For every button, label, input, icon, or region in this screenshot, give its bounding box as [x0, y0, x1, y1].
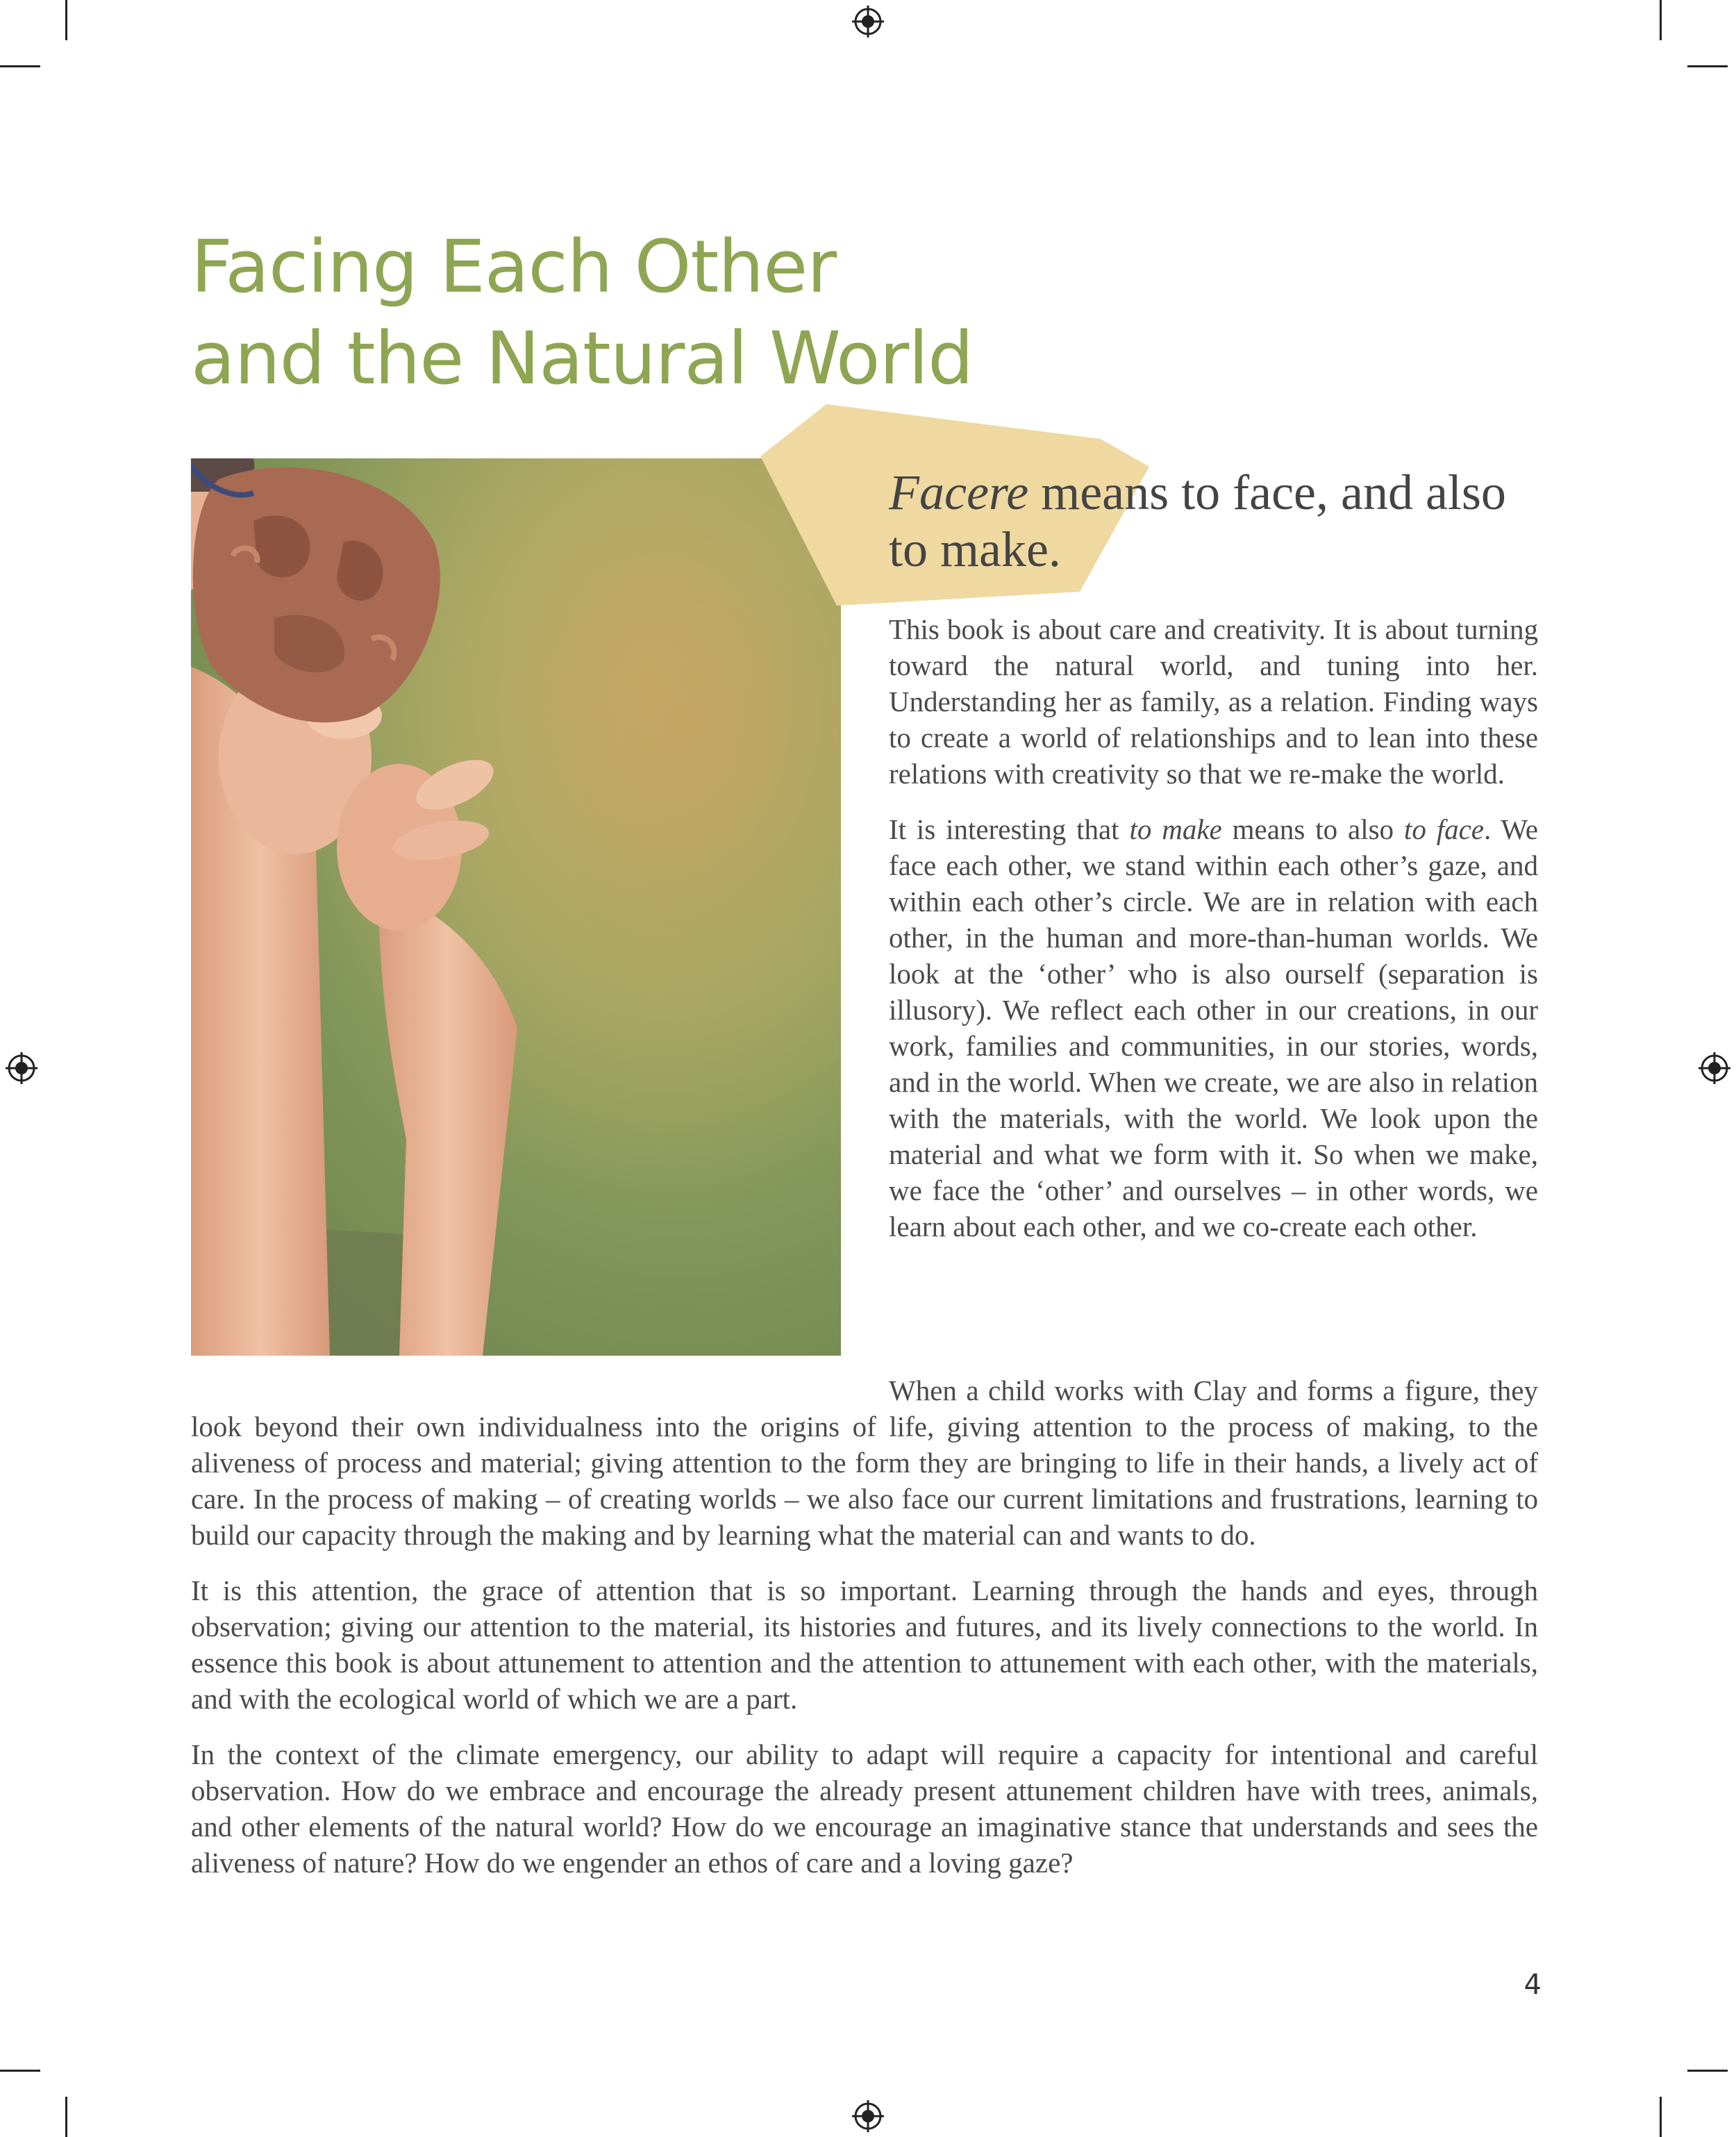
- title-line-1: Facing Each Other: [191, 224, 836, 309]
- crop-mark: [1660, 0, 1662, 40]
- crop-mark: [0, 2070, 40, 2072]
- registration-mark-icon: [852, 6, 884, 38]
- paragraph-2-italic: to face: [1403, 813, 1484, 845]
- paragraph-2-italic: to make: [1129, 813, 1222, 845]
- crop-mark: [65, 2097, 67, 2137]
- paragraph-4: It is this attention, the grace of attention that is so important. Learning through the hands and eyes, through observation; giving our attention to the material, its histories and futures, and its lively connections to the world. In essence this book is about attunement to attention and the attention to attunement with each other, with the materials, and with the ecological world of which we are a part.: [191, 1574, 1538, 1715]
- crop-mark: [0, 65, 40, 67]
- right-column: [889, 611, 1538, 1264]
- pull-quote: [889, 464, 1542, 578]
- registration-mark-icon: [6, 1052, 37, 1084]
- paragraph-3: When a child works with Clay and forms a figure, they look beyond their own individualness into the origins of life, giving attention to the process of making, to the aliveness of process and material; giving attention to the form they are bringing to life in their hands, a lively act of care. In the process of making – of creating worlds – we also face our current limitations and frustrations, learning to build our capacity through the making and by learning what the material can and wants to do.: [191, 1374, 1538, 1551]
- paragraph-2-text: means to also: [1221, 813, 1404, 845]
- pull-quote-italic: Facere: [889, 465, 1029, 520]
- crop-mark: [1660, 2097, 1662, 2137]
- pull-quote-text: means to face, and also to make.: [889, 465, 1506, 577]
- paragraph-2-text: . We face each other, we stand within each other’s gaze, and within each other’s circle. We are in relation with each other, in the human and more-than-human worlds. We look at the ‘other’ who is also ourself (separation is illusory). We reflect each other in our creations, in our work, families and communities, in our stories, words, and in the world. When we create, we are also in relation with the materials, with the world. We look upon the material and what we form with it. So when we make, we face the ‘other’ and ourselves – in other words, we learn about each other, and we co-create each other.: [889, 813, 1538, 1242]
- paragraph-2-text: It is interesting that: [889, 813, 1130, 845]
- page-title: [191, 221, 1302, 404]
- clay-hands-photo: [191, 458, 841, 1356]
- paragraph-2: [889, 811, 1538, 1245]
- crop-mark: [65, 0, 67, 40]
- photo-illustration: [191, 458, 841, 1356]
- full-width-text: [191, 1372, 1538, 1900]
- registration-mark-icon: [1699, 1052, 1730, 1084]
- registration-mark-icon: [852, 2100, 884, 2132]
- crop-mark: [1687, 2070, 1728, 2072]
- title-line-2: and the Natural World: [191, 316, 974, 401]
- page-number: 4: [1524, 1969, 1542, 2001]
- crop-mark: [1687, 65, 1728, 67]
- paragraph-5: In the context of the climate emergency, our ability to adapt will require a capacity for intentional and careful observation. How do we embrace and encourage the already present attunement children have with trees, animals, and other elements of the natural world? How do we encourage an imaginative stance that understands and sees the aliveness of nature? How do we engender an ethos of care and a loving gaze?: [191, 1738, 1538, 1879]
- paragraph-1: This book is about care and creativity. It is about turning toward the natural world, and tuning into her. Understanding her as family, as a relation. Finding ways to create a world of relationships and to lean into these relations with creativity so that we re-make the world.: [889, 613, 1538, 790]
